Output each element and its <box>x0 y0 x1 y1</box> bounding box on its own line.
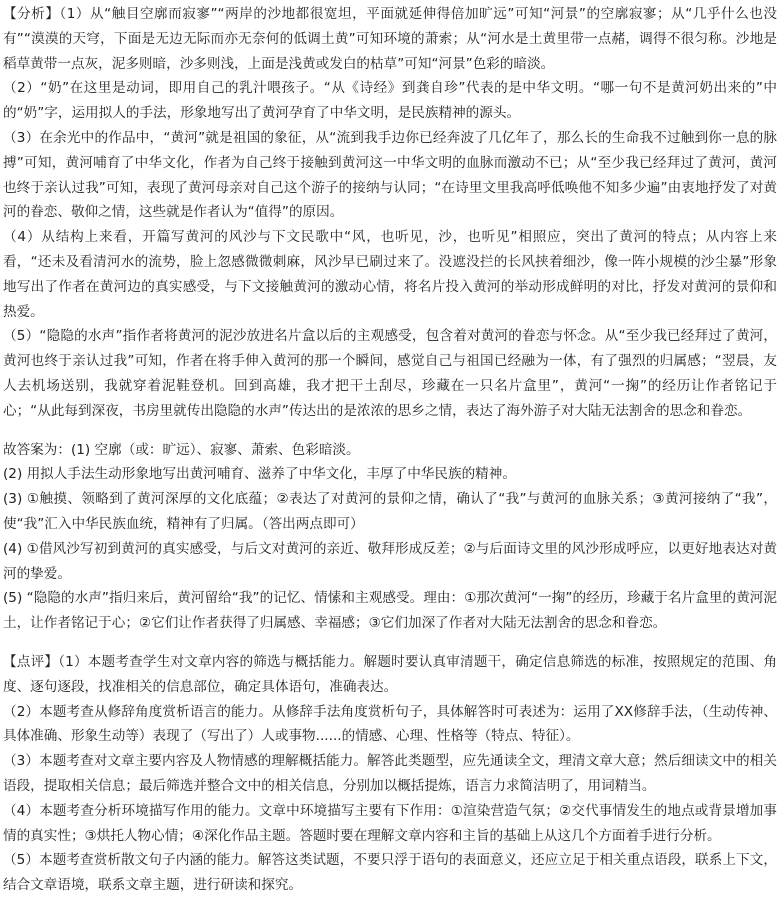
section-gap <box>3 636 777 650</box>
answer-line-5: (5) “隐隐的水声”指归来后，黄河留给“我”的记忆、情愫和主观感受。理由：①那次黄河“一掬”的经历，珍藏于名片盒里的黄河泥土，让作者铭记于心；②它们让作者获得了归属感、幸福感；③它们加深了作者对大陆无法割舍的思念和眷恋。 <box>3 590 777 632</box>
section-gap <box>3 424 777 438</box>
comment-paragraph-4: （4）本题考查分析环境描写作用的能力。文章中环境描写主要有下作用：①渲染营造气氛；②交代事情发生的地点或背景增加事情的真实性；③烘托人物心情；④深化作品主题。答题时要在理解文章内容和主旨的基础上从这几个方面着手进行分析。 <box>3 802 777 844</box>
analysis-paragraph-4: （4）从结构上来看，开篇写黄河的风沙与下文民歌中“风，也听见，沙，也听见”相照应，突出了黄河的特点；从内容上来看，“还未及看清河水的流势，脸上忽感微微刺麻，风沙早已刷过来了。没遮没拦的长风挟着细沙，像一阵小规模的沙尘暴”形象地写出了作者在黄河边的真实感受，与下文接触黄河的激动心情，将名片投入黄河的举动形成鲜明的对比，抒发对黄河的景仰和热爱。 <box>3 229 777 320</box>
analysis-paragraph-3: （3）在余光中的作品中，“黄河”就是祖国的象征，从“流到我手边你已经奔波了几亿年了，那么长的生命我不过触到你一息的脉搏”可知，黄河哺育了中华文化，作者为自己终于接触到黄河这一中华文明的血脉而激动不已；从“至少我已经拜过了黄河，黄河也终于亲认过我”可知，表现了黄河母亲对自己这个游子的接纳与认同；“在诗里文里我高呼低唤他不知多少遍”由衷地抒发了对黄河的眷恋、敬仰之情，这些就是作者认为“值得”的原因。 <box>3 129 777 221</box>
answer-section <box>3 438 777 636</box>
answer-line-4: (4) ①借风沙写初到黄河的真实感受，与后文对黄河的亲近、敬拜形成反差；②与后面诗文里的风沙形成呼应，以更好地表达对黄河的挚爱。 <box>3 540 777 582</box>
comment-section <box>3 650 777 898</box>
comment-paragraph-2: （2）本题考查从修辞角度赏析语言的能力。从修辞手法角度赏析句子，具体解答时可表述为：运用了XX修辞手法，（生动传神、具体准确、形象生动等）表现了（写出了）人或事物......的情感、心理、性格等（特点、特征）。 <box>3 703 777 745</box>
analysis-paragraph-2: （2）“奶”在这里是动词，即用自己的乳汁喂孩子。“从《诗经》到龚自珍”代表的是中华文明。“哪一句不是黄河奶出来的”中的“奶”字，运用拟人的手法，形象地写出了黄河孕育了中华文明，是民族精神的源头。 <box>3 80 777 122</box>
analysis-paragraph-5: （5）“隐隐的水声”指作者将黄河的泥沙放进名片盒以后的主观感受，包含着对黄河的眷恋与怀念。从“至少我已经拜过了黄河，黄河也终于亲认过我”可知，作者在将手伸入黄河的那一个瞬间，感觉自己与祖国已经融为一体，有了强烈的归属感；“翌晨，友人去机场送别，我就穿着泥鞋登机。回到高雄，我才把干土刮尽，珍藏在一只名片盒里”，黄河“一掬”的经历让作者铭记于心；“从此每到深夜，书房里就传出隐隐的水声”传达出的是浓浓的思乡之情，表达了海外游子对大陆无法割舍的思念和眷恋。 <box>3 328 777 419</box>
analysis-paragraph-1: 【分析】（1）从“触目空廓而寂寥”“两岸的沙地都很宽坦，平面就延伸得倍加旷远”可知“河景”的空廓寂寥；从“几乎什么也没有”“漠漠的天穹，下面是无边无际而亦无奈何的低调土黄”可知环境的萧索；从“河水是土黄里带一点赭，调得不很匀称。沙地是稻草黄带一点灰，泥多则暗，沙多则浅，上面是浅黄或发白的枯草”可知“河景”色彩的暗淡。 <box>3 6 777 72</box>
answer-line-2: (2) 用拟人手法生动形象地写出黄河哺育、滋养了中华文化，丰厚了中华民族的精神。 <box>3 466 516 483</box>
comment-paragraph-3: （3）本题考查对文章主要内容及人物情感的理解概括能力。解答此类题型，应先通读全文，理清文章大意；然后细读文中的相关语段，提取相关信息；最后筛选并整合文中的相关信息，分别加以概括提炼，语言力求简洁明了，用词精当。 <box>3 753 777 794</box>
comment-paragraph-1: 【点评】（1）本题考查学生对文章内容的筛选与概括能力。解题时要认真审清题干，确定信息筛选的标准，按照规定的范围、角度、逐句逐段，找准相关的信息部位，确定具体语句，准确表达。 <box>3 653 777 695</box>
analysis-section <box>3 2 777 424</box>
answer-line-intro: 故答案为：(1) 空廓（或：旷远）、寂寥、萧索、色彩暗淡。 <box>3 441 360 458</box>
answer-line-3: (3) ①触摸、领略到了黄河深厚的文化底蕴；②表达了对黄河的景仰之情，确认了“我”与黄河的血脉关系；③黄河接纳了“我”，使“我”汇入中华民族血统，精神有了归属。（答出两点即可） <box>3 491 777 532</box>
comment-paragraph-5: （5）本题考查赏析散文句子内涵的能力。解答这类试题，不要只浮于语句的表面意义，还应立足于相关重点语段，联系上下文，结合文章语境，联系文章主题，进行研读和探究。 <box>3 852 777 894</box>
